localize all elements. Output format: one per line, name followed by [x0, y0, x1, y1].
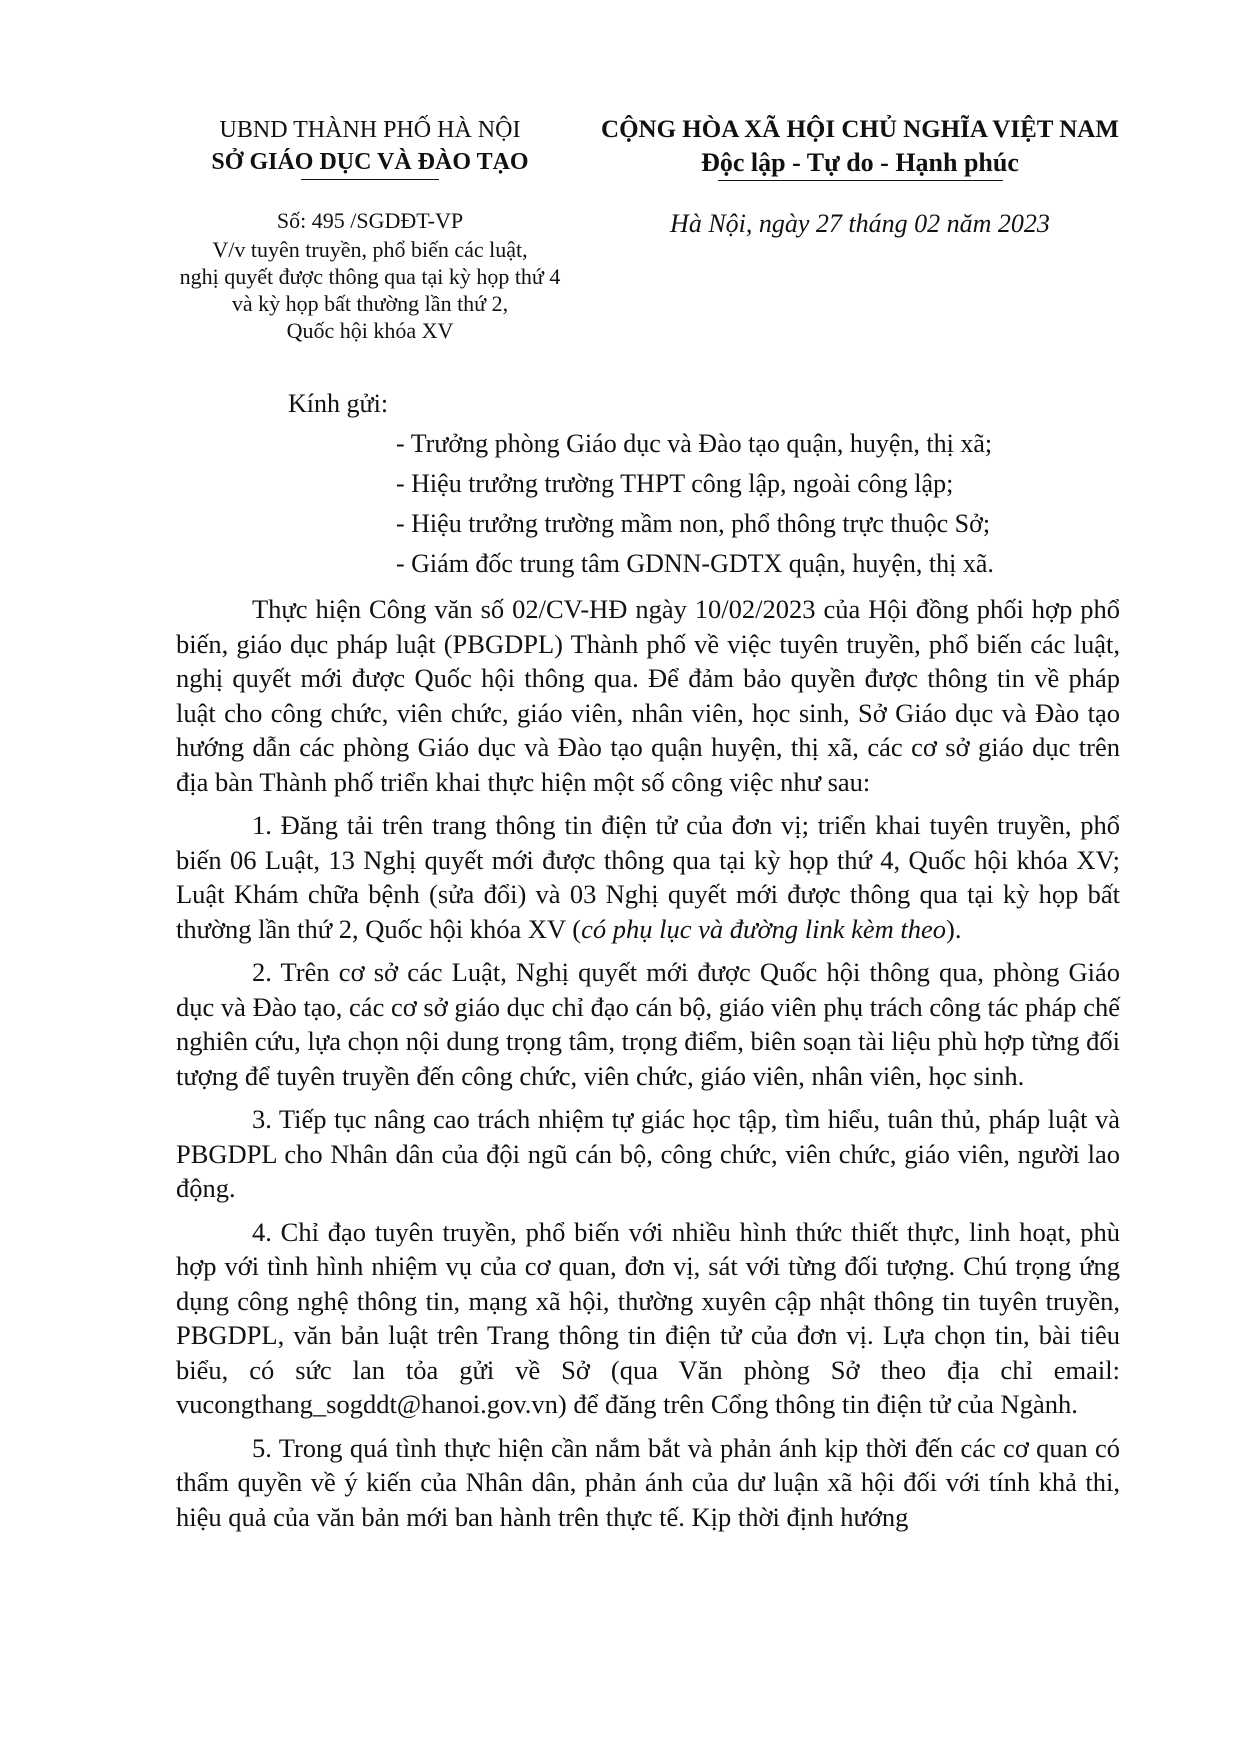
national-title-block [570, 114, 1150, 181]
recipient-item: - Trưởng phòng Giáo dục và Đào tạo quận, huyện, thị xã; [396, 429, 993, 458]
item-1-italic-note: có phụ lục và đường link kèm theo [581, 913, 947, 944]
greeting: Kính gửi: [288, 389, 389, 418]
item-1-paragraph [176, 808, 1120, 946]
document-number: Số: 495 /SGDĐT-VP [276, 208, 464, 233]
recipient-item: - Hiệu trưởng trường THPT công lập, ngoài công lập; [396, 469, 954, 498]
issuer-underline [301, 179, 439, 180]
item-4-paragraph: 4. Chỉ đạo tuyên truyền, phổ biến với nhiều hình thức thiết thực, linh hoạt, phù hợp với tình hình nhiệm vụ của cơ quan, đơn vị, sát với từng đối tượng. Chú trọng ứng dụng công nghệ thông tin, mạng xã hội, thường xuyên cập nhật thông tin tuyên truyền, PBGDPL, văn bản luật trên Trang thông tin điện tử của đơn vị. Lựa chọn tin, bài tiêu biểu, có sức lan tỏa gửi về Sở (qua Văn phòng Sở theo địa chỉ email: vucongthang_sogddt@hanoi.gov.vn) để đăng trên Cổng thông tin điện tử của Ngành. [176, 1216, 1120, 1419]
issuer-block [150, 114, 590, 180]
subject-line: và kỳ họp bất thường lần thứ 2, [231, 291, 509, 316]
item-1-end: ). [946, 913, 962, 944]
subject-line: nghị quyết được thông qua tại kỳ họp thứ 4 [179, 264, 561, 289]
national-motto: Độc lập - Tự do - Hạnh phúc [701, 148, 1019, 177]
recipient-list [396, 424, 994, 584]
item-5-paragraph: 5. Trong quá tình thực hiện cần nắm bắt và phản ánh kịp thời đến các cơ quan có thẩm quyền về ý kiến của Nhân dân, phản ánh của dư luận xã hội đối với tính khả thi, hiệu quả của văn bản mới ban hành trên thực tế. Kịp thời định hướng [176, 1432, 1120, 1532]
recipient-item: - Hiệu trưởng trường mầm non, phổ thông trực thuộc Sở; [396, 509, 991, 538]
recipient-item: - Giám đốc trung tâm GDNN-GDTX quận, huyện, thị xã. [396, 549, 994, 578]
issuing-department: SỞ GIÁO DỤC VÀ ĐÀO TẠO [211, 149, 529, 175]
subject-line: V/v tuyên truyền, phổ biến các luật, [212, 237, 528, 262]
letter-body [176, 592, 1120, 1543]
item-2-paragraph: 2. Trên cơ sở các Luật, Nghị quyết mới được Quốc hội thông qua, phòng Giáo dục và Đào tạo, các cơ sở giáo dục chỉ đạo cán bộ, giáo viên phụ trách công tác pháp chế nghiên cứu, lựa chọn nội dung trọng tâm, trọng điểm, biên soạn tài liệu phù hợp từng đối tượng để tuyên truyền đến công chức, viên chức, giáo viên, nhân viên, học sinh. [176, 957, 1120, 1091]
place-and-date: Hà Nội, ngày 27 tháng 02 năm 2023 [670, 209, 1050, 238]
item-3-paragraph: 3. Tiếp tục nâng cao trách nhiệm tự giác học tập, tìm hiểu, tuân thủ, pháp luật và PBGDPL cho Nhân dân của đội ngũ cán bộ, công chức, viên chức, giáo viên, người lao động. [176, 1104, 1120, 1203]
intro-paragraph: Thực hiện Công văn số 02/CV-HĐ ngày 10/02/2023 của Hội đồng phối hợp phổ biến, giáo dục pháp luật (PBGDPL) Thành phố về việc tuyên truyền, phổ biến các luật, nghị quyết mới được Quốc hội thông qua. Để đảm bảo quyền được thông tin về pháp luật cho công chức, viên chức, giáo viên, nhân viên, học sinh, Sở Giáo dục và Đào tạo hướng dẫn các phòng Giáo dục và Đào tạo quận huyện, thị xã, các cơ sở giáo dục trên địa bàn Thành phố triển khai thực hiện một số công việc như sau: [176, 594, 1120, 797]
national-title: CỘNG HÒA XÃ HỘI CHỦ NGHĨA VIỆT NAM [601, 116, 1119, 143]
item-1-text: 1. Đăng tải trên trang thông tin điện tử của đơn vị; triển khai tuyên truyền, phổ biến 06 Luật, 13 Nghị quyết mới được thông qua tại kỳ họp thứ 4, Quốc hội khóa XV; Luật Khám chữa bệnh (sửa đổi) và 03 Nghị quyết mới được thông qua tại kỳ họp bất thường lần thứ 2, Quốc hội khóa XV ( [176, 810, 1120, 944]
issuing-agency: UBND THÀNH PHỐ HÀ NỘI [219, 117, 521, 143]
subject-block [150, 236, 590, 344]
subject-line: Quốc hội khóa XV [286, 318, 454, 343]
motto-underline [718, 180, 1003, 181]
